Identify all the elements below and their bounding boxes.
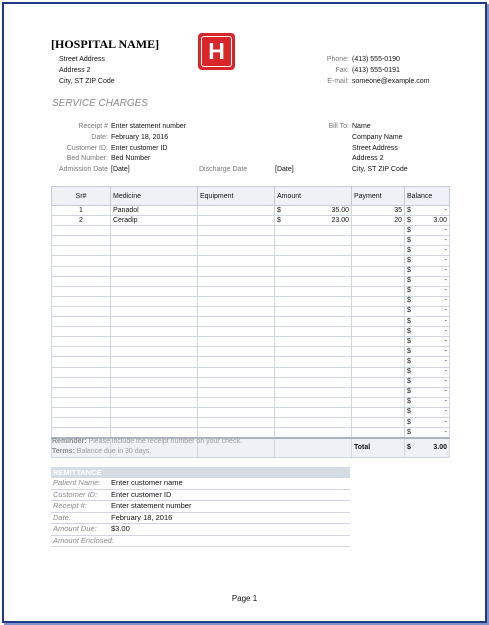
cell-medicine xyxy=(111,236,198,246)
cell-balance xyxy=(405,226,450,236)
remit-customer-label: Customer ID: xyxy=(53,489,98,499)
table-row xyxy=(52,256,450,266)
cell-balance xyxy=(405,317,450,327)
cell-payment xyxy=(352,236,405,246)
fax-value: (413) 555-0191 xyxy=(352,67,400,74)
bed-number-label: Bed Number: xyxy=(66,155,108,162)
section-title: SERVICE CHARGES xyxy=(52,98,148,109)
date-value: February 18, 2016 xyxy=(111,134,169,141)
cell-balance xyxy=(405,306,450,316)
remittance-section xyxy=(51,467,350,547)
cell-payment xyxy=(352,256,405,266)
cell-medicine xyxy=(111,256,198,266)
cell-amount xyxy=(275,357,352,367)
cell-amount xyxy=(275,387,352,397)
cell-payment xyxy=(352,317,405,327)
cell-payment xyxy=(352,377,405,387)
table-row xyxy=(52,357,450,367)
bill-to-company: Company Name xyxy=(352,134,403,141)
table-row xyxy=(52,226,450,236)
cell-equipment xyxy=(198,357,275,367)
cell-equipment xyxy=(198,216,275,226)
cell-equipment xyxy=(198,206,275,216)
table-row xyxy=(52,206,450,216)
bill-to-address2: Address 2 xyxy=(352,155,384,162)
terms-note xyxy=(52,448,152,455)
balance-value: - xyxy=(444,297,447,305)
remit-row-receipt xyxy=(51,501,350,513)
cell-sn xyxy=(52,387,111,397)
cell-balance xyxy=(405,206,450,216)
cell-equipment xyxy=(198,407,275,417)
cell-sn xyxy=(52,407,111,417)
charges-body xyxy=(52,206,450,439)
cell-sn: 1 xyxy=(52,206,111,216)
cell-medicine xyxy=(111,276,198,286)
balance-currency: $ xyxy=(407,378,411,386)
balance-currency: $ xyxy=(407,337,411,345)
email-label: E-mail: xyxy=(327,78,349,85)
cell-balance xyxy=(405,216,450,226)
balance-currency: $ xyxy=(407,297,411,305)
cell-medicine xyxy=(111,317,198,327)
cell-sn xyxy=(52,276,111,286)
cell-payment xyxy=(352,286,405,296)
cell-amount xyxy=(275,377,352,387)
cell-amount xyxy=(275,347,352,357)
receipt-value: Enter statement number xyxy=(111,123,187,130)
cell-medicine xyxy=(111,387,198,397)
table-row xyxy=(52,337,450,347)
remit-date-value: February 18, 2016 xyxy=(111,512,173,522)
cell-empty xyxy=(275,438,352,458)
cell-balance xyxy=(405,246,450,256)
cell-balance xyxy=(405,377,450,387)
cell-payment xyxy=(352,327,405,337)
cell-payment xyxy=(352,417,405,427)
cell-equipment xyxy=(198,236,275,246)
cell-amount xyxy=(275,407,352,417)
table-row xyxy=(52,276,450,286)
cell-sn xyxy=(52,327,111,337)
cell-payment xyxy=(352,246,405,256)
balance-currency: $ xyxy=(407,246,411,254)
remit-patient-label: Patient Name: xyxy=(53,478,101,487)
cell-medicine xyxy=(111,367,198,377)
terms-text: Balance due in 30 days. xyxy=(76,448,152,455)
cell-sn xyxy=(52,377,111,387)
remit-receipt-value: Enter statement number xyxy=(111,501,192,510)
cell-equipment xyxy=(198,377,275,387)
cell-medicine xyxy=(111,337,198,347)
cell-balance xyxy=(405,236,450,246)
date-label: Date: xyxy=(91,134,108,141)
cell-amount xyxy=(275,417,352,427)
discharge-date-value: [Date] xyxy=(275,166,294,173)
cell-medicine xyxy=(111,417,198,427)
cell-sn xyxy=(52,417,111,427)
cell-sn xyxy=(52,357,111,367)
cell-medicine xyxy=(111,226,198,236)
customer-id-label: Customer ID: xyxy=(66,145,108,152)
email-value: someone@example.com xyxy=(352,78,430,85)
cell-payment xyxy=(352,367,405,377)
fax-label: Fax: xyxy=(335,67,349,74)
remit-amount-due-value: $3.00 xyxy=(111,524,130,533)
cell-balance xyxy=(405,387,450,397)
remit-date-label: Date: xyxy=(53,512,71,522)
cell-payment xyxy=(352,347,405,357)
cell-equipment xyxy=(198,276,275,286)
cell-amount xyxy=(275,286,352,296)
balance-currency: $ xyxy=(407,287,411,295)
cell-amount xyxy=(275,428,352,439)
cell-balance xyxy=(405,407,450,417)
cell-medicine xyxy=(111,296,198,306)
cell-equipment xyxy=(198,397,275,407)
cell-medicine xyxy=(111,407,198,417)
hospital-logo-letter: H xyxy=(201,36,232,67)
cell-equipment xyxy=(198,417,275,427)
balance-value: - xyxy=(444,317,447,325)
bill-to-street: Street Address xyxy=(352,145,398,152)
cell-medicine xyxy=(111,428,198,439)
balance-currency: $ xyxy=(407,398,411,406)
balance-currency: $ xyxy=(407,388,411,396)
total-label: Total xyxy=(352,438,405,458)
balance-value: - xyxy=(444,408,447,416)
cell-payment: 20 xyxy=(352,216,405,226)
customer-id-value: Enter customer ID xyxy=(111,145,168,152)
col-header-payment: Payment xyxy=(352,187,405,206)
remit-customer-value: Enter customer ID xyxy=(111,489,172,499)
cell-sn xyxy=(52,337,111,347)
balance-value: - xyxy=(444,277,447,285)
balance-currency: $ xyxy=(407,257,411,265)
table-row xyxy=(52,407,450,417)
balance-currency: $ xyxy=(407,267,411,275)
balance-value: - xyxy=(444,388,447,396)
table-row xyxy=(52,387,450,397)
cell-balance xyxy=(405,347,450,357)
cell-medicine xyxy=(111,357,198,367)
cell-equipment xyxy=(198,327,275,337)
cell-payment xyxy=(352,266,405,276)
balance-value: - xyxy=(444,257,447,265)
balance-currency: $ xyxy=(407,236,411,244)
cell-sn xyxy=(52,306,111,316)
bill-to-name: Name xyxy=(352,123,371,130)
receipt-label: Receipt # xyxy=(78,123,108,130)
balance-currency: $ xyxy=(407,317,411,325)
discharge-date-label: Discharge Date xyxy=(199,166,248,173)
cell-sn xyxy=(52,256,111,266)
balance-currency: $ xyxy=(407,347,411,355)
cell-balance xyxy=(405,417,450,427)
cell-payment xyxy=(352,296,405,306)
col-header-sn: Sr# xyxy=(52,187,111,206)
cell-equipment xyxy=(198,317,275,327)
balance-value: - xyxy=(444,206,447,214)
remit-row-patient xyxy=(51,478,350,490)
admission-date-label: Admission Date xyxy=(58,166,108,173)
cell-medicine: Ceradip xyxy=(111,216,198,226)
cell-medicine xyxy=(111,377,198,387)
cell-balance xyxy=(405,397,450,407)
hospital-city: City, ST ZIP Code xyxy=(59,78,115,85)
cell-payment xyxy=(352,397,405,407)
balance-currency: $ xyxy=(407,327,411,335)
table-row xyxy=(52,306,450,316)
table-row xyxy=(52,417,450,427)
table-row xyxy=(52,317,450,327)
balance-value: - xyxy=(444,226,447,234)
phone-value: (413) 555-0190 xyxy=(352,56,400,63)
cell-medicine xyxy=(111,327,198,337)
total-cell xyxy=(405,438,450,458)
hospital-street: Street Address xyxy=(59,56,105,63)
cell-medicine xyxy=(111,286,198,296)
bed-number-value: Bed Number xyxy=(111,155,151,162)
cell-payment xyxy=(352,387,405,397)
cell-amount xyxy=(275,206,352,216)
reminder-note xyxy=(52,438,242,445)
cell-balance xyxy=(405,266,450,276)
balance-value: - xyxy=(444,378,447,386)
cell-payment: 35 xyxy=(352,206,405,216)
cell-balance xyxy=(405,337,450,347)
table-row xyxy=(52,266,450,276)
bill-to-label: Bill To: xyxy=(328,123,349,130)
remit-row-date xyxy=(51,513,350,525)
table-row xyxy=(52,327,450,337)
cell-sn xyxy=(52,286,111,296)
cell-medicine: Panadol xyxy=(111,206,198,216)
reminder-label: Reminder: xyxy=(52,438,87,445)
total-currency: $ xyxy=(407,444,411,452)
table-row xyxy=(52,216,450,226)
cell-equipment xyxy=(198,367,275,377)
cell-amount xyxy=(275,216,352,226)
cell-equipment xyxy=(198,387,275,397)
cell-payment xyxy=(352,226,405,236)
cell-sn xyxy=(52,367,111,377)
cell-amount xyxy=(275,236,352,246)
cell-amount xyxy=(275,327,352,337)
cell-sn xyxy=(52,428,111,439)
balance-value: 3.00 xyxy=(433,216,447,224)
cell-payment xyxy=(352,428,405,439)
cell-equipment xyxy=(198,296,275,306)
hospital-address2: Address 2 xyxy=(59,67,91,74)
table-row xyxy=(52,397,450,407)
remit-patient-value: Enter customer name xyxy=(111,478,183,487)
table-row xyxy=(52,347,450,357)
cell-sn xyxy=(52,296,111,306)
cell-balance xyxy=(405,367,450,377)
table-row xyxy=(52,377,450,387)
cell-amount xyxy=(275,367,352,377)
remit-amount-enclosed-label: Amount Enclosed: xyxy=(53,535,114,545)
cell-equipment xyxy=(198,337,275,347)
cell-amount xyxy=(275,246,352,256)
cell-balance xyxy=(405,256,450,266)
col-header-balance: Balance xyxy=(405,187,450,206)
balance-currency: $ xyxy=(407,226,411,234)
remit-amount-due-label: Amount Due: xyxy=(53,524,97,533)
phone-label: Phone: xyxy=(326,56,349,63)
table-row xyxy=(52,286,450,296)
remittance-title: REMITTANCE xyxy=(51,467,350,478)
terms-label: Terms: xyxy=(52,448,75,455)
total-value: 3.00 xyxy=(433,444,447,452)
balance-value: - xyxy=(444,327,447,335)
remit-row-amount-due xyxy=(51,524,350,536)
col-header-amount: Amount xyxy=(275,187,352,206)
amount-currency: $ xyxy=(277,206,281,214)
hospital-logo-icon xyxy=(198,33,235,70)
cell-balance xyxy=(405,357,450,367)
balance-currency: $ xyxy=(407,277,411,285)
table-row xyxy=(52,236,450,246)
balance-currency: $ xyxy=(407,307,411,315)
balance-currency: $ xyxy=(407,206,411,214)
col-header-medicine: Medicine xyxy=(111,187,198,206)
balance-value: - xyxy=(444,337,447,345)
balance-value: - xyxy=(444,418,447,426)
table-row xyxy=(52,296,450,306)
cell-sn xyxy=(52,397,111,407)
admission-date-value: [Date] xyxy=(111,166,130,173)
balance-value: - xyxy=(444,357,447,365)
balance-value: - xyxy=(444,287,447,295)
cell-balance xyxy=(405,327,450,337)
cell-balance xyxy=(405,276,450,286)
cell-medicine xyxy=(111,306,198,316)
cell-payment xyxy=(352,357,405,367)
amount-value: 23.00 xyxy=(331,216,349,224)
table-row xyxy=(52,246,450,256)
balance-value: - xyxy=(444,428,447,436)
balance-value: - xyxy=(444,347,447,355)
balance-currency: $ xyxy=(407,368,411,376)
cell-payment xyxy=(352,407,405,417)
balance-currency: $ xyxy=(407,357,411,365)
amount-value: 35.00 xyxy=(331,206,349,214)
table-row xyxy=(52,428,450,439)
cell-sn xyxy=(52,317,111,327)
cell-balance xyxy=(405,296,450,306)
cell-medicine xyxy=(111,246,198,256)
balance-currency: $ xyxy=(407,408,411,416)
reminder-text: Please include the receipt number on your check. xyxy=(88,438,242,445)
cell-payment xyxy=(352,337,405,347)
table-header-row xyxy=(52,187,450,206)
remit-row-amount-enclosed xyxy=(51,536,350,548)
remit-receipt-label: Receipt #: xyxy=(53,501,87,510)
cell-amount xyxy=(275,337,352,347)
balance-value: - xyxy=(444,368,447,376)
cell-amount xyxy=(275,296,352,306)
balance-value: - xyxy=(444,246,447,254)
cell-balance xyxy=(405,286,450,296)
charges-table xyxy=(51,186,450,458)
balance-currency: $ xyxy=(407,428,411,436)
page-number: Page 1 xyxy=(231,594,258,603)
cell-sn xyxy=(52,266,111,276)
cell-equipment xyxy=(198,226,275,236)
balance-currency: $ xyxy=(407,216,411,224)
remit-row-customer xyxy=(51,490,350,502)
cell-equipment xyxy=(198,428,275,439)
balance-value: - xyxy=(444,267,447,275)
bill-to-city: City, ST ZIP Code xyxy=(352,166,408,173)
cell-equipment xyxy=(198,306,275,316)
cell-equipment xyxy=(198,266,275,276)
cell-medicine xyxy=(111,266,198,276)
cell-amount xyxy=(275,397,352,407)
cell-balance xyxy=(405,428,450,439)
cell-sn xyxy=(52,226,111,236)
cell-medicine xyxy=(111,347,198,357)
cell-sn xyxy=(52,246,111,256)
cell-equipment xyxy=(198,286,275,296)
balance-value: - xyxy=(444,398,447,406)
balance-value: - xyxy=(444,307,447,315)
table-row xyxy=(52,367,450,377)
amount-currency: $ xyxy=(277,216,281,224)
cell-amount xyxy=(275,317,352,327)
cell-amount xyxy=(275,226,352,236)
cell-equipment xyxy=(198,347,275,357)
cell-amount xyxy=(275,306,352,316)
cell-medicine xyxy=(111,397,198,407)
cell-sn xyxy=(52,236,111,246)
cell-amount xyxy=(275,276,352,286)
hospital-name: [HOSPITAL NAME] xyxy=(51,37,160,51)
cell-payment xyxy=(352,306,405,316)
cell-payment xyxy=(352,276,405,286)
col-header-equipment: Equipment xyxy=(198,187,275,206)
cell-amount xyxy=(275,266,352,276)
cell-equipment xyxy=(198,246,275,256)
cell-sn xyxy=(52,347,111,357)
cell-equipment xyxy=(198,256,275,266)
balance-currency: $ xyxy=(407,418,411,426)
balance-value: - xyxy=(444,236,447,244)
cell-amount xyxy=(275,256,352,266)
cell-sn: 2 xyxy=(52,216,111,226)
